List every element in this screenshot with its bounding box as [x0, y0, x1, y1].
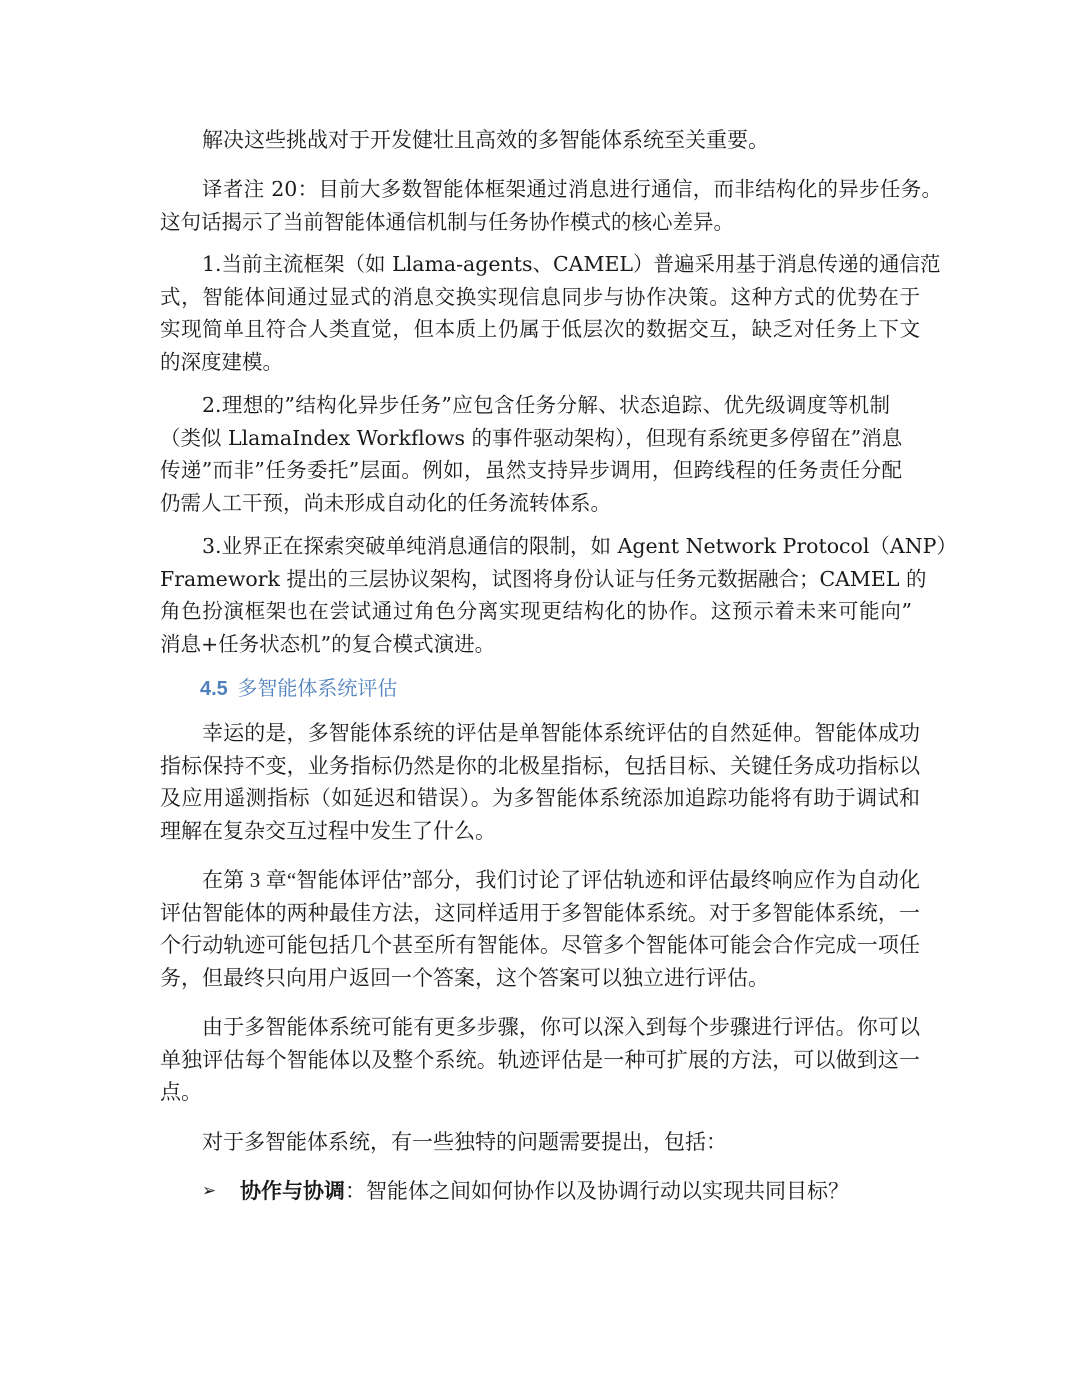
body-paragraph-2 [160, 864, 920, 995]
section-number: 4.5 [200, 678, 228, 700]
text-line: 务，但最终只向用户返回一个答案，这个答案可以独立进行评估。 [160, 966, 769, 991]
note-point-2 [160, 389, 920, 520]
text-line: 传递”而非”任务委托”层面。例如，虽然支持异步调用，但跨线程的任务责任分配 [160, 458, 902, 483]
text-line: 实现简单且符合人类直觉，但本质上仍属于低层次的数据交互，缺乏对任务上下文 [160, 317, 920, 342]
body-paragraph-1 [160, 717, 920, 848]
text-line: 的深度建模。 [160, 350, 283, 375]
section-heading [200, 673, 397, 705]
translator-note [160, 173, 942, 238]
text-line: 对于多智能体系统，有一些独特的问题需要提出，包括： [202, 1130, 727, 1154]
arrow-bullet-icon [202, 1175, 216, 1208]
translator-note-label-line: 译者注 20：目前大多数智能体框架通过消息进行通信，而非结构化的异步任务。 [202, 177, 942, 201]
text-line: 消息+任务状态机”的复合模式演进。 [160, 632, 496, 657]
note-point-3 [160, 530, 957, 661]
text-line: 单独评估每个智能体以及整个系统。轨迹评估是一种可扩展的方法，可以做到这一 [160, 1047, 920, 1072]
bullet-body [240, 1175, 849, 1208]
text-line: 这句话揭示了当前智能体通信机制与任务协作模式的核心差异。 [160, 209, 734, 234]
text-line: 在第 3 章“智能体评估”部分，我们讨论了评估轨迹和评估最终响应作为自动化 [202, 868, 920, 892]
text-line: （类似 LlamaIndex Workflows 的事件驱动架构），但现有系统更多停留在”消息 [160, 425, 903, 450]
text-line: 3.业界正在探索突破单纯消息通信的限制，如 Agent Network Protocol（ANP） [202, 534, 957, 558]
text-line: 理解在复杂交互过程中发生了什么。 [160, 819, 496, 844]
text-line: 评估智能体的两种最佳方法，这同样适用于多智能体系统。对于多智能体系统，一 [160, 900, 920, 925]
text-line: 指标保持不变，业务指标仍然是你的北极星指标，包括目标、关键任务成功指标以 [160, 753, 920, 778]
section-title: 多智能体系统评估 [237, 678, 398, 700]
text-line: 1.当前主流框架（如 Llama-agents、CAMEL）普遍采用基于消息传递的通信范 [202, 252, 941, 276]
text-line: 个行动轨迹可能包括几个甚至所有智能体。尽管多个智能体可能会合作完成一项任 [160, 933, 920, 958]
bullet-term: 协作与协调 [240, 1179, 345, 1203]
text-line: 角色扮演框架也在尝试通过角色分离实现更结构化的协作。这预示着未来可能向” [160, 599, 912, 624]
text-line: 2.理想的”结构化异步任务”应包含任务分解、状态追踪、优先级调度等机制 [202, 393, 890, 417]
text-line: 点。 [160, 1080, 202, 1105]
text-line: 仍需人工干预，尚未形成自动化的任务流转体系。 [160, 491, 611, 516]
body-paragraph-3 [160, 1011, 920, 1109]
bullet-text: ：智能体之间如何协作以及协调行动以实现共同目标？ [345, 1179, 849, 1203]
text-line: 幸运的是，多智能体系统的评估是单智能体系统评估的自然延伸。智能体成功 [202, 721, 920, 745]
intro-paragraph [160, 124, 920, 157]
text-line: 由于多智能体系统可能有更多步骤，你可以深入到每个步骤进行评估。你可以 [202, 1015, 920, 1039]
text-line: 式，智能体间通过显式的消息交换实现信息同步与协作决策。这种方式的优势在于 [160, 284, 920, 309]
body-paragraph-4 [160, 1126, 920, 1159]
text-line: 及应用遥测指标（如延迟和错误）。为多智能体系统添加追踪功能将有助于调试和 [160, 786, 920, 811]
note-point-1 [160, 248, 941, 379]
text-line: 解决这些挑战对于开发健壮且高效的多智能体系统至关重要。 [202, 128, 769, 152]
text-line: Framework 提出的三层协议架构，试图将身份认证与任务元数据融合；CAMEL 的 [160, 566, 927, 591]
